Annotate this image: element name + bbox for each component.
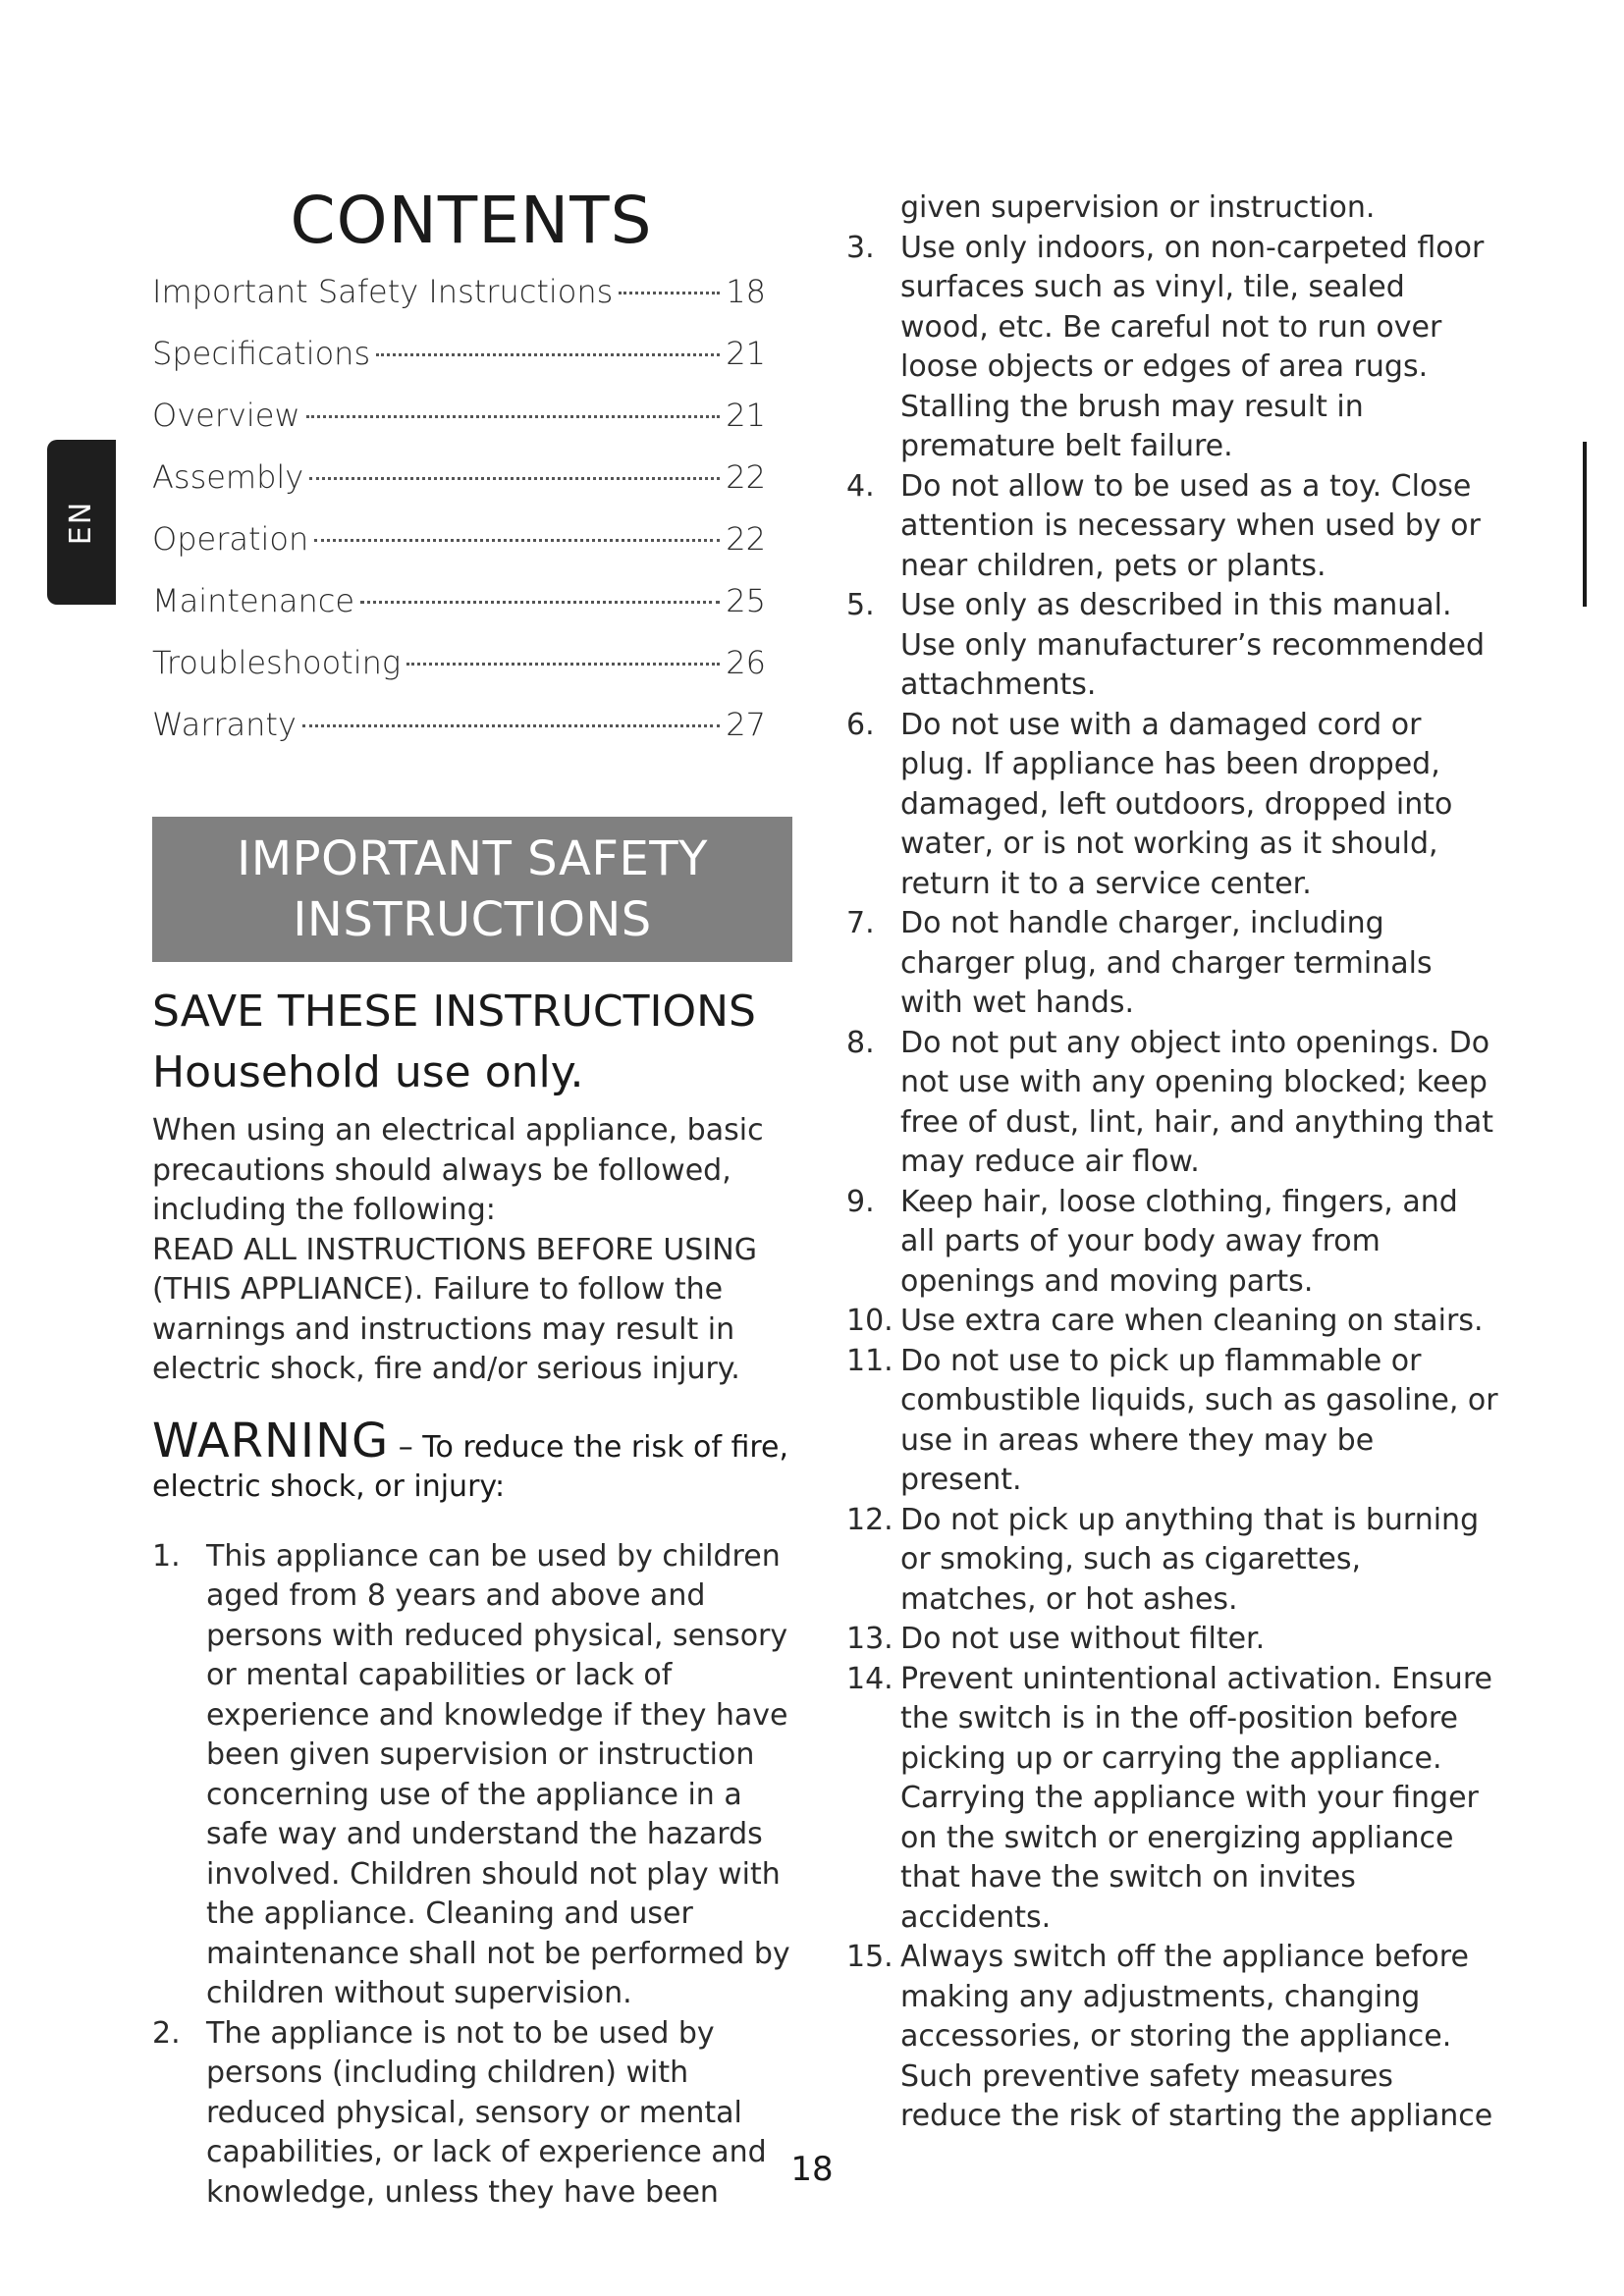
instruction-text: Prevent unintentional activation. Ensure the switch is in the off-position before picking up or carrying the appliance. Carrying the appliance with your finger on the switch or energizing appliance that have the switch on invites accidents. (900, 1661, 1492, 1935)
right-column (846, 188, 1499, 2137)
toc-item-page: 18 (726, 273, 766, 310)
toc-item-page: 27 (726, 706, 766, 743)
instruction-text: Use extra care when cleaning on stairs. (900, 1304, 1484, 1338)
toc-leader-dots (376, 353, 720, 356)
contents-title: CONTENTS (290, 183, 653, 258)
toc-item (152, 273, 766, 335)
instruction-text: This appliance can be used by children aged from 8 years and above and persons with reduced physical, sensory or mental capabilities or lack of experience and knowledge if they have been given supervision or instruction concerning use of the appliance in a safe way and understand the hazards involved. Children should not play with the appliance. Cleaning and user maintenance shall not be performed by children without supervision. (206, 1538, 790, 2010)
left-column (152, 177, 790, 2213)
instruction-number: 12. (846, 1502, 893, 1537)
instruction-text: Use only as described in this manual. Use only manufacturer’s recommended attachments. (900, 588, 1486, 702)
instruction-text: Do not use without filter. (900, 1622, 1266, 1656)
instruction-text: Do not use with a damaged cord or plug. If appliance has been dropped, damaged, left outdoors, dropped into water, or is not working as it should, return it to a service center. (900, 707, 1453, 901)
intro-paragraph: When using an electrical appliance, basic precautions should always be followed, including the following: (152, 1113, 764, 1227)
instruction-text: Always switch off the appliance before making any adjustments, changing accessories, or storing the appliance. Such preventive safety measures reduce the risk of starting the appliance (900, 1940, 1493, 2133)
instruction-item (846, 1660, 1499, 1939)
save-instructions-heading: SAVE THESE INSTRUCTIONS (152, 987, 756, 1037)
toc-item-page: 21 (726, 335, 766, 372)
household-use-heading: Household use only. (152, 1047, 584, 1097)
language-tab (47, 440, 116, 605)
instruction-text: The appliance is not to be used by persons (including children) with reduced physical, sensory or mental capabilities, or lack of experience and knowledge, unless they have been (206, 2015, 767, 2210)
toc-item-label: Warranty (152, 706, 297, 743)
toc-item (152, 706, 766, 768)
warning-paragraph (152, 1413, 790, 1508)
toc-leader-dots (309, 477, 720, 480)
instruction-text: Use only indoors, on non-carpeted floor surfaces such as vinyl, tile, sealed wood, etc. Be careful not to run over loose objects or edges of area rugs. Stalling the brush may result in premature belt failure. (900, 230, 1485, 463)
instruction-number: 14. (846, 1661, 893, 1696)
instruction-item (846, 1938, 1499, 2137)
toc-item-page: 22 (726, 520, 766, 558)
safety-banner (152, 817, 792, 962)
instruction-number: 6. (846, 707, 875, 742)
toc-item (152, 644, 766, 706)
instruction-number: 1. (152, 1538, 181, 1574)
instruction-text: Do not put any object into openings. Do not use with any opening blocked; keep free of dust, lint, hair, and anything that may reduce air flow. (900, 1025, 1494, 1179)
safety-banner-line-2: INSTRUCTIONS (293, 892, 652, 947)
toc-item-label: Maintenance (152, 582, 355, 619)
instruction-number: 11. (846, 1343, 893, 1378)
instruction-continuation: given supervision or instruction. (900, 190, 1376, 225)
instruction-number: 2. (152, 2015, 181, 2051)
toc-item-label: Troubleshooting (152, 644, 402, 681)
instruction-item (846, 904, 1499, 1024)
instruction-item (846, 1302, 1499, 1342)
instruction-text: Keep hair, loose clothing, fingers, and all parts of your body away from openings and moving parts. (900, 1184, 1458, 1299)
instruction-item (152, 1537, 790, 2014)
read-all-paragraph: READ ALL INSTRUCTIONS BEFORE USING (THIS APPLIANCE). Failure to follow the warnings and instructions may result in electric shock, fire and/or serious injury. (152, 1232, 757, 1386)
toc-item (152, 520, 766, 582)
instructions-list-right (846, 229, 1499, 2137)
toc-item-page: 26 (726, 644, 766, 681)
toc-item-page: 25 (726, 582, 766, 619)
toc-item-label: Assembly (152, 458, 304, 496)
toc-item-page: 22 (726, 458, 766, 496)
safety-banner-line-1: IMPORTANT SAFETY (237, 831, 708, 886)
instruction-number: 9. (846, 1184, 875, 1219)
instruction-text: Do not use to pick up flammable or combustible liquids, such as gasoline, or use in areas where they may be present. (900, 1343, 1498, 1497)
toc-leader-dots (360, 601, 720, 604)
language-tab-label: EN (64, 500, 99, 545)
table-of-contents (152, 273, 766, 768)
page-number: 18 (790, 2150, 834, 2189)
instruction-number: 13. (846, 1622, 893, 1656)
toc-leader-dots (306, 415, 721, 418)
instructions-list-left (152, 1537, 790, 2214)
instruction-number: 5. (846, 588, 875, 622)
toc-leader-dots (314, 539, 720, 542)
instruction-item (846, 1024, 1499, 1183)
edge-marker (1583, 442, 1587, 607)
toc-item (152, 397, 766, 458)
toc-item-label: Specifications (152, 335, 371, 372)
instruction-item (846, 706, 1499, 905)
instruction-item (846, 586, 1499, 706)
toc-item-label: Overview (152, 397, 300, 434)
instruction-item (846, 1620, 1499, 1660)
instruction-number: 4. (846, 468, 875, 504)
toc-item (152, 335, 766, 397)
instruction-number: 3. (846, 230, 875, 265)
toc-leader-dots (302, 724, 720, 727)
warning-text: – To reduce the risk of fire, electric shock, or injury: (152, 1429, 789, 1504)
toc-item (152, 582, 766, 644)
instruction-number: 8. (846, 1025, 875, 1060)
toc-item-page: 21 (726, 397, 766, 434)
instruction-item (846, 229, 1499, 467)
toc-leader-dots (406, 663, 720, 666)
warning-word: WARNING (152, 1413, 390, 1468)
toc-item-label: Operation (152, 520, 309, 558)
instruction-item (846, 1342, 1499, 1501)
instruction-item (846, 1501, 1499, 1621)
instruction-number: 10. (846, 1304, 893, 1338)
instruction-item (846, 1183, 1499, 1303)
toc-leader-dots (619, 292, 720, 294)
instruction-text: Do not pick up anything that is burning or smoking, such as cigarettes, matches, or hot ashes. (900, 1502, 1480, 1617)
toc-item-label: Important Safety Instructions (152, 273, 614, 310)
toc-item (152, 458, 766, 520)
instruction-number: 7. (846, 906, 875, 940)
instruction-number: 15. (846, 1940, 893, 1974)
instruction-text: Do not allow to be used as a toy. Close attention is necessary when used by or near children, pets or plants. (900, 468, 1481, 583)
instruction-text: Do not handle charger, including charger plug, and charger terminals with wet hands. (900, 906, 1433, 1020)
instruction-item (846, 467, 1499, 587)
